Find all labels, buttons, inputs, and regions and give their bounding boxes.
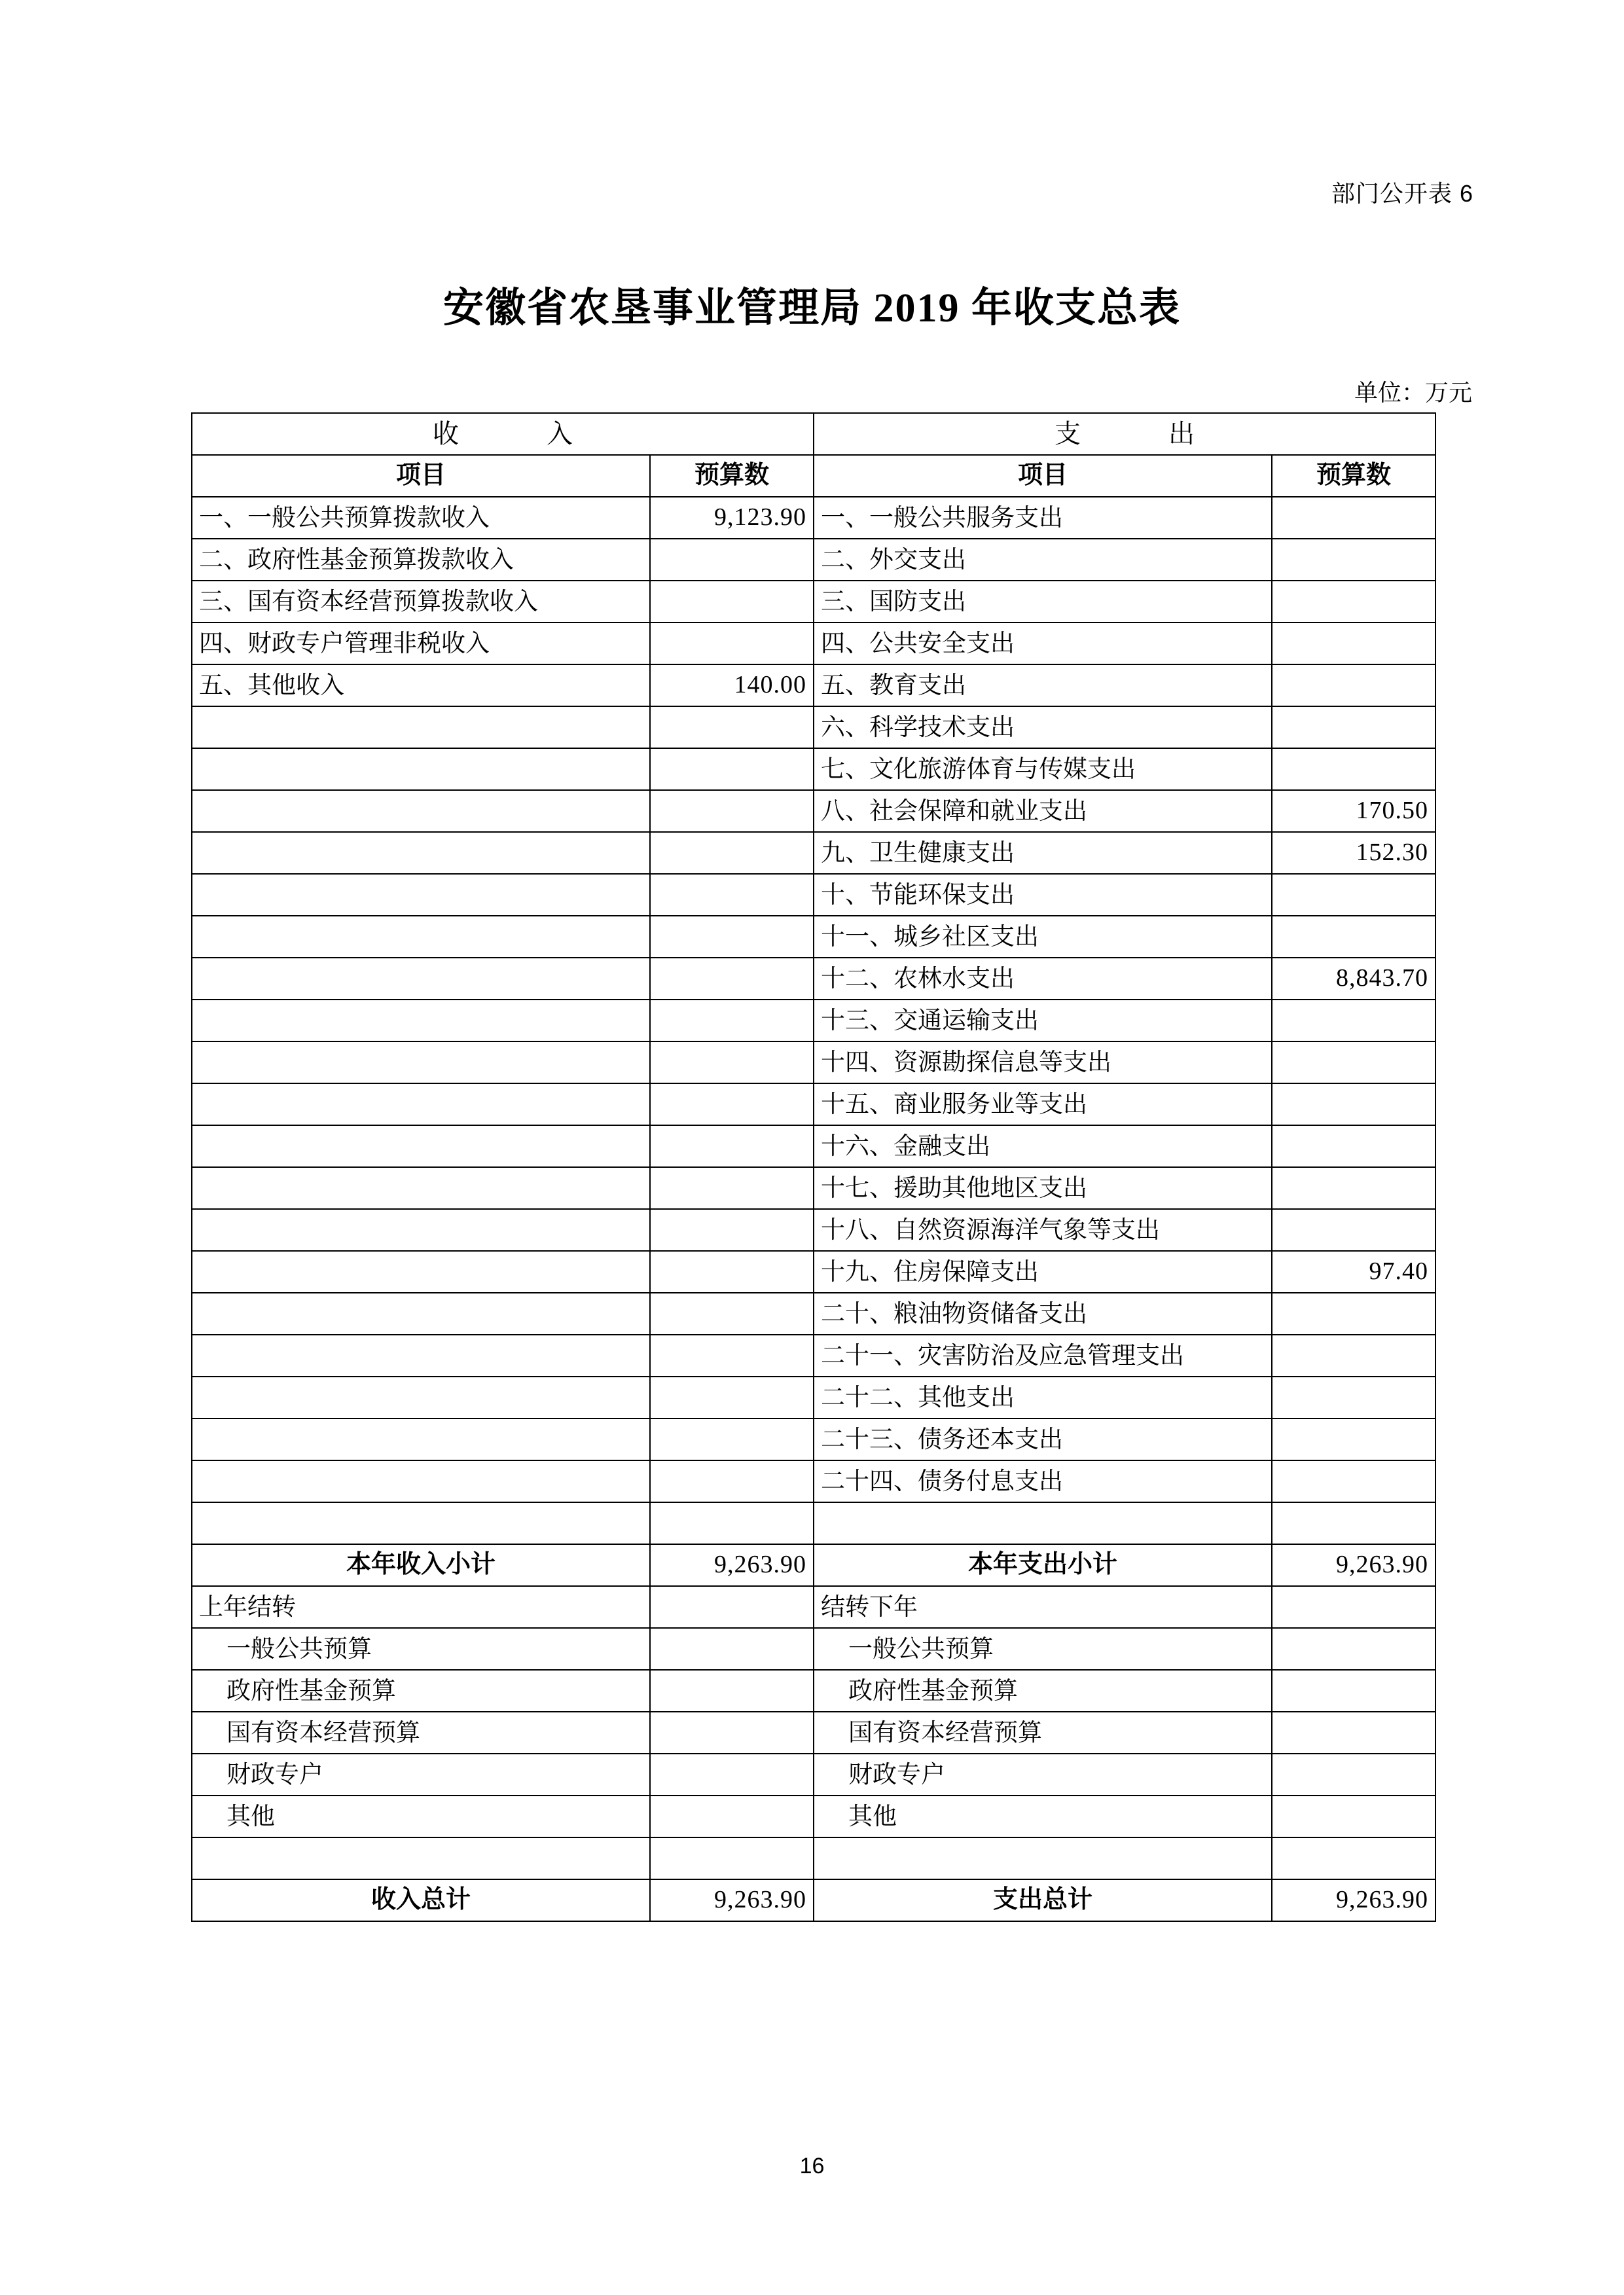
table-row	[192, 1837, 1435, 1879]
income-item-label	[192, 1209, 650, 1251]
income-carry-value	[650, 1712, 814, 1754]
expense-item-value	[1272, 1502, 1435, 1544]
expense-item-value: 152.30	[1272, 832, 1435, 874]
expense-item-label: 二十二、其他支出	[814, 1377, 1272, 1419]
expense-carry-value	[1272, 1628, 1435, 1670]
form-reference-label: 部门公开表 6	[1331, 180, 1473, 207]
income-item-label: 二、政府性基金预算拨款收入	[192, 539, 650, 581]
expense-total-label: 支出总计	[814, 1879, 1272, 1921]
income-item-value	[650, 790, 814, 832]
expense-carry-value	[1272, 1712, 1435, 1754]
expense-item-label: 九、卫生健康支出	[814, 832, 1272, 874]
expense-item-value	[1272, 539, 1435, 581]
expense-item-value	[1272, 706, 1435, 748]
table-row	[192, 1125, 1435, 1167]
income-item-value	[650, 1000, 814, 1041]
expense-item-label: 五、教育支出	[814, 664, 1272, 706]
expense-item-value	[1272, 1335, 1435, 1377]
table-row	[192, 497, 1435, 539]
income-total-value: 9,263.90	[650, 1879, 814, 1921]
income-item-value	[650, 916, 814, 958]
table-row	[192, 1000, 1435, 1041]
expense-item-value	[1272, 581, 1435, 623]
income-subtotal-label: 本年收入小计	[192, 1544, 650, 1586]
expense-carry-value	[1272, 1796, 1435, 1837]
income-carry-label: 上年结转	[192, 1586, 650, 1628]
expense-item-label: 二、外交支出	[814, 539, 1272, 581]
expense-carry-label: 国有资本经营预算	[814, 1712, 1272, 1754]
income-carry-value	[650, 1628, 814, 1670]
expense-item-label: 八、社会保障和就业支出	[814, 790, 1272, 832]
expense-item-label: 十、节能环保支出	[814, 874, 1272, 916]
income-item-label	[192, 916, 650, 958]
income-item-label	[192, 1083, 650, 1125]
table-row	[192, 958, 1435, 1000]
expense-item-label: 三、国防支出	[814, 581, 1272, 623]
expense-item-value: 170.50	[1272, 790, 1435, 832]
table-row	[192, 1586, 1435, 1628]
income-item-label: 四、财政专户管理非税收入	[192, 623, 650, 664]
table-row	[192, 1083, 1435, 1125]
table-row	[192, 1293, 1435, 1335]
table-row	[192, 874, 1435, 916]
income-item-label	[192, 1251, 650, 1293]
table-row	[192, 1754, 1435, 1796]
expense-carry-label	[814, 1837, 1272, 1879]
table-row	[192, 1377, 1435, 1419]
expense-item-value: 97.40	[1272, 1251, 1435, 1293]
table-subtotal-row	[192, 1544, 1435, 1586]
income-item-value	[650, 1502, 814, 1544]
expense-item-label: 十三、交通运输支出	[814, 1000, 1272, 1041]
table-row	[192, 748, 1435, 790]
expense-carry-value	[1272, 1754, 1435, 1796]
expense-item-value	[1272, 664, 1435, 706]
expense-item-value	[1272, 1419, 1435, 1460]
income-carry-label: 财政专户	[192, 1754, 650, 1796]
unit-label: 单位：万元	[1354, 379, 1472, 406]
expense-item-value	[1272, 1209, 1435, 1251]
expense-item-value	[1272, 1377, 1435, 1419]
expense-item-value	[1272, 1125, 1435, 1167]
income-item-value	[650, 1209, 814, 1251]
expense-item-label	[814, 1502, 1272, 1544]
income-item-value: 9,123.90	[650, 497, 814, 539]
table-row	[192, 539, 1435, 581]
expense-carry-value	[1272, 1586, 1435, 1628]
table-row	[192, 1712, 1435, 1754]
table-row	[192, 916, 1435, 958]
expense-carry-label: 政府性基金预算	[814, 1670, 1272, 1712]
table-row	[192, 1502, 1435, 1544]
group-header-expense: 支 出	[814, 413, 1435, 455]
income-carry-value	[650, 1796, 814, 1837]
income-carry-value	[650, 1754, 814, 1796]
expense-item-value	[1272, 1293, 1435, 1335]
income-item-value	[650, 748, 814, 790]
expense-item-value	[1272, 623, 1435, 664]
page-title: 安徽省农垦事业管理局 2019 年收支总表	[442, 286, 1181, 331]
expense-item-label: 十九、住房保障支出	[814, 1251, 1272, 1293]
income-item-value	[650, 1083, 814, 1125]
table-row	[192, 790, 1435, 832]
income-item-value	[650, 706, 814, 748]
income-item-label	[192, 790, 650, 832]
income-item-label	[192, 706, 650, 748]
income-subtotal-value: 9,263.90	[650, 1544, 814, 1586]
income-item-value	[650, 1125, 814, 1167]
income-item-label: 三、国有资本经营预算拨款收入	[192, 581, 650, 623]
expense-item-label: 十五、商业服务业等支出	[814, 1083, 1272, 1125]
table-row	[192, 1628, 1435, 1670]
table-row	[192, 1460, 1435, 1502]
income-item-label	[192, 1167, 650, 1209]
table-row	[192, 1670, 1435, 1712]
income-item-label	[192, 1377, 650, 1419]
expense-item-label: 七、文化旅游体育与传媒支出	[814, 748, 1272, 790]
expense-item-label: 十七、援助其他地区支出	[814, 1167, 1272, 1209]
table-row	[192, 832, 1435, 874]
income-item-label	[192, 1000, 650, 1041]
expense-item-label: 二十一、灾害防治及应急管理支出	[814, 1335, 1272, 1377]
expense-item-label: 四、公共安全支出	[814, 623, 1272, 664]
income-item-label: 五、其他收入	[192, 664, 650, 706]
column-header-expense-budget: 预算数	[1272, 455, 1435, 497]
table-group-header-row	[192, 413, 1435, 455]
column-header-income-item: 项目	[192, 455, 650, 497]
income-total-label: 收入总计	[192, 1879, 650, 1921]
income-item-value	[650, 1419, 814, 1460]
income-item-label	[192, 748, 650, 790]
expense-item-label: 六、科学技术支出	[814, 706, 1272, 748]
expense-item-label: 一、一般公共服务支出	[814, 497, 1272, 539]
column-header-expense-item: 项目	[814, 455, 1272, 497]
expense-item-label: 十六、金融支出	[814, 1125, 1272, 1167]
expense-item-label: 十一、城乡社区支出	[814, 916, 1272, 958]
income-item-value	[650, 1041, 814, 1083]
table-row	[192, 1419, 1435, 1460]
income-item-value	[650, 1460, 814, 1502]
table-row	[192, 623, 1435, 664]
table-column-header-row	[192, 455, 1435, 497]
income-item-label	[192, 1335, 650, 1377]
table-grand-total-row	[192, 1879, 1435, 1921]
expense-subtotal-label: 本年支出小计	[814, 1544, 1272, 1586]
income-item-value	[650, 1293, 814, 1335]
expense-item-label: 二十三、债务还本支出	[814, 1419, 1272, 1460]
income-item-label	[192, 832, 650, 874]
expense-item-value	[1272, 1000, 1435, 1041]
income-item-label	[192, 1125, 650, 1167]
table-row	[192, 581, 1435, 623]
income-item-value	[650, 832, 814, 874]
expense-item-label: 二十四、债务付息支出	[814, 1460, 1272, 1502]
income-item-value	[650, 539, 814, 581]
expense-subtotal-value: 9,263.90	[1272, 1544, 1435, 1586]
income-item-label	[192, 1502, 650, 1544]
expense-carry-label: 其他	[814, 1796, 1272, 1837]
income-item-label	[192, 1293, 650, 1335]
income-item-value	[650, 1167, 814, 1209]
income-carry-value	[650, 1586, 814, 1628]
expense-item-label: 十四、资源勘探信息等支出	[814, 1041, 1272, 1083]
expense-item-value	[1272, 1167, 1435, 1209]
income-item-value	[650, 958, 814, 1000]
income-item-label	[192, 874, 650, 916]
income-carry-label: 一般公共预算	[192, 1628, 650, 1670]
expense-item-label: 十二、农林水支出	[814, 958, 1272, 1000]
group-header-income: 收 入	[192, 413, 814, 455]
page-number: 16	[799, 2154, 825, 2178]
table-row	[192, 1041, 1435, 1083]
income-carry-label: 政府性基金预算	[192, 1670, 650, 1712]
expense-carry-value	[1272, 1670, 1435, 1712]
table-row	[192, 1167, 1435, 1209]
income-carry-label: 国有资本经营预算	[192, 1712, 650, 1754]
budget-summary-table	[191, 412, 1436, 1922]
income-item-value	[650, 623, 814, 664]
expense-carry-label: 结转下年	[814, 1586, 1272, 1628]
expense-carry-label: 一般公共预算	[814, 1628, 1272, 1670]
table-body	[192, 413, 1435, 1921]
expense-carry-label: 财政专户	[814, 1754, 1272, 1796]
expense-item-value	[1272, 748, 1435, 790]
income-carry-label	[192, 1837, 650, 1879]
income-item-label	[192, 1041, 650, 1083]
expense-item-value	[1272, 1083, 1435, 1125]
income-item-value	[650, 581, 814, 623]
income-item-value	[650, 1251, 814, 1293]
income-item-value	[650, 1377, 814, 1419]
table-row	[192, 706, 1435, 748]
income-item-label	[192, 1460, 650, 1502]
income-carry-value	[650, 1670, 814, 1712]
table-row	[192, 664, 1435, 706]
expense-item-value	[1272, 497, 1435, 539]
expense-carry-value	[1272, 1837, 1435, 1879]
expense-item-value	[1272, 1460, 1435, 1502]
income-item-label	[192, 958, 650, 1000]
expense-item-label: 十八、自然资源海洋气象等支出	[814, 1209, 1272, 1251]
income-item-value: 140.00	[650, 664, 814, 706]
income-item-label: 一、一般公共预算拨款收入	[192, 497, 650, 539]
table-row	[192, 1251, 1435, 1293]
income-item-value	[650, 1335, 814, 1377]
income-carry-label: 其他	[192, 1796, 650, 1837]
table-row	[192, 1209, 1435, 1251]
column-header-income-budget: 预算数	[650, 455, 814, 497]
expense-total-value: 9,263.90	[1272, 1879, 1435, 1921]
income-carry-value	[650, 1837, 814, 1879]
expense-item-label: 二十、粮油物资储备支出	[814, 1293, 1272, 1335]
expense-item-value	[1272, 874, 1435, 916]
income-item-value	[650, 874, 814, 916]
table-row	[192, 1796, 1435, 1837]
expense-item-value: 8,843.70	[1272, 958, 1435, 1000]
table-row	[192, 1335, 1435, 1377]
income-item-label	[192, 1419, 650, 1460]
expense-item-value	[1272, 916, 1435, 958]
expense-item-value	[1272, 1041, 1435, 1083]
